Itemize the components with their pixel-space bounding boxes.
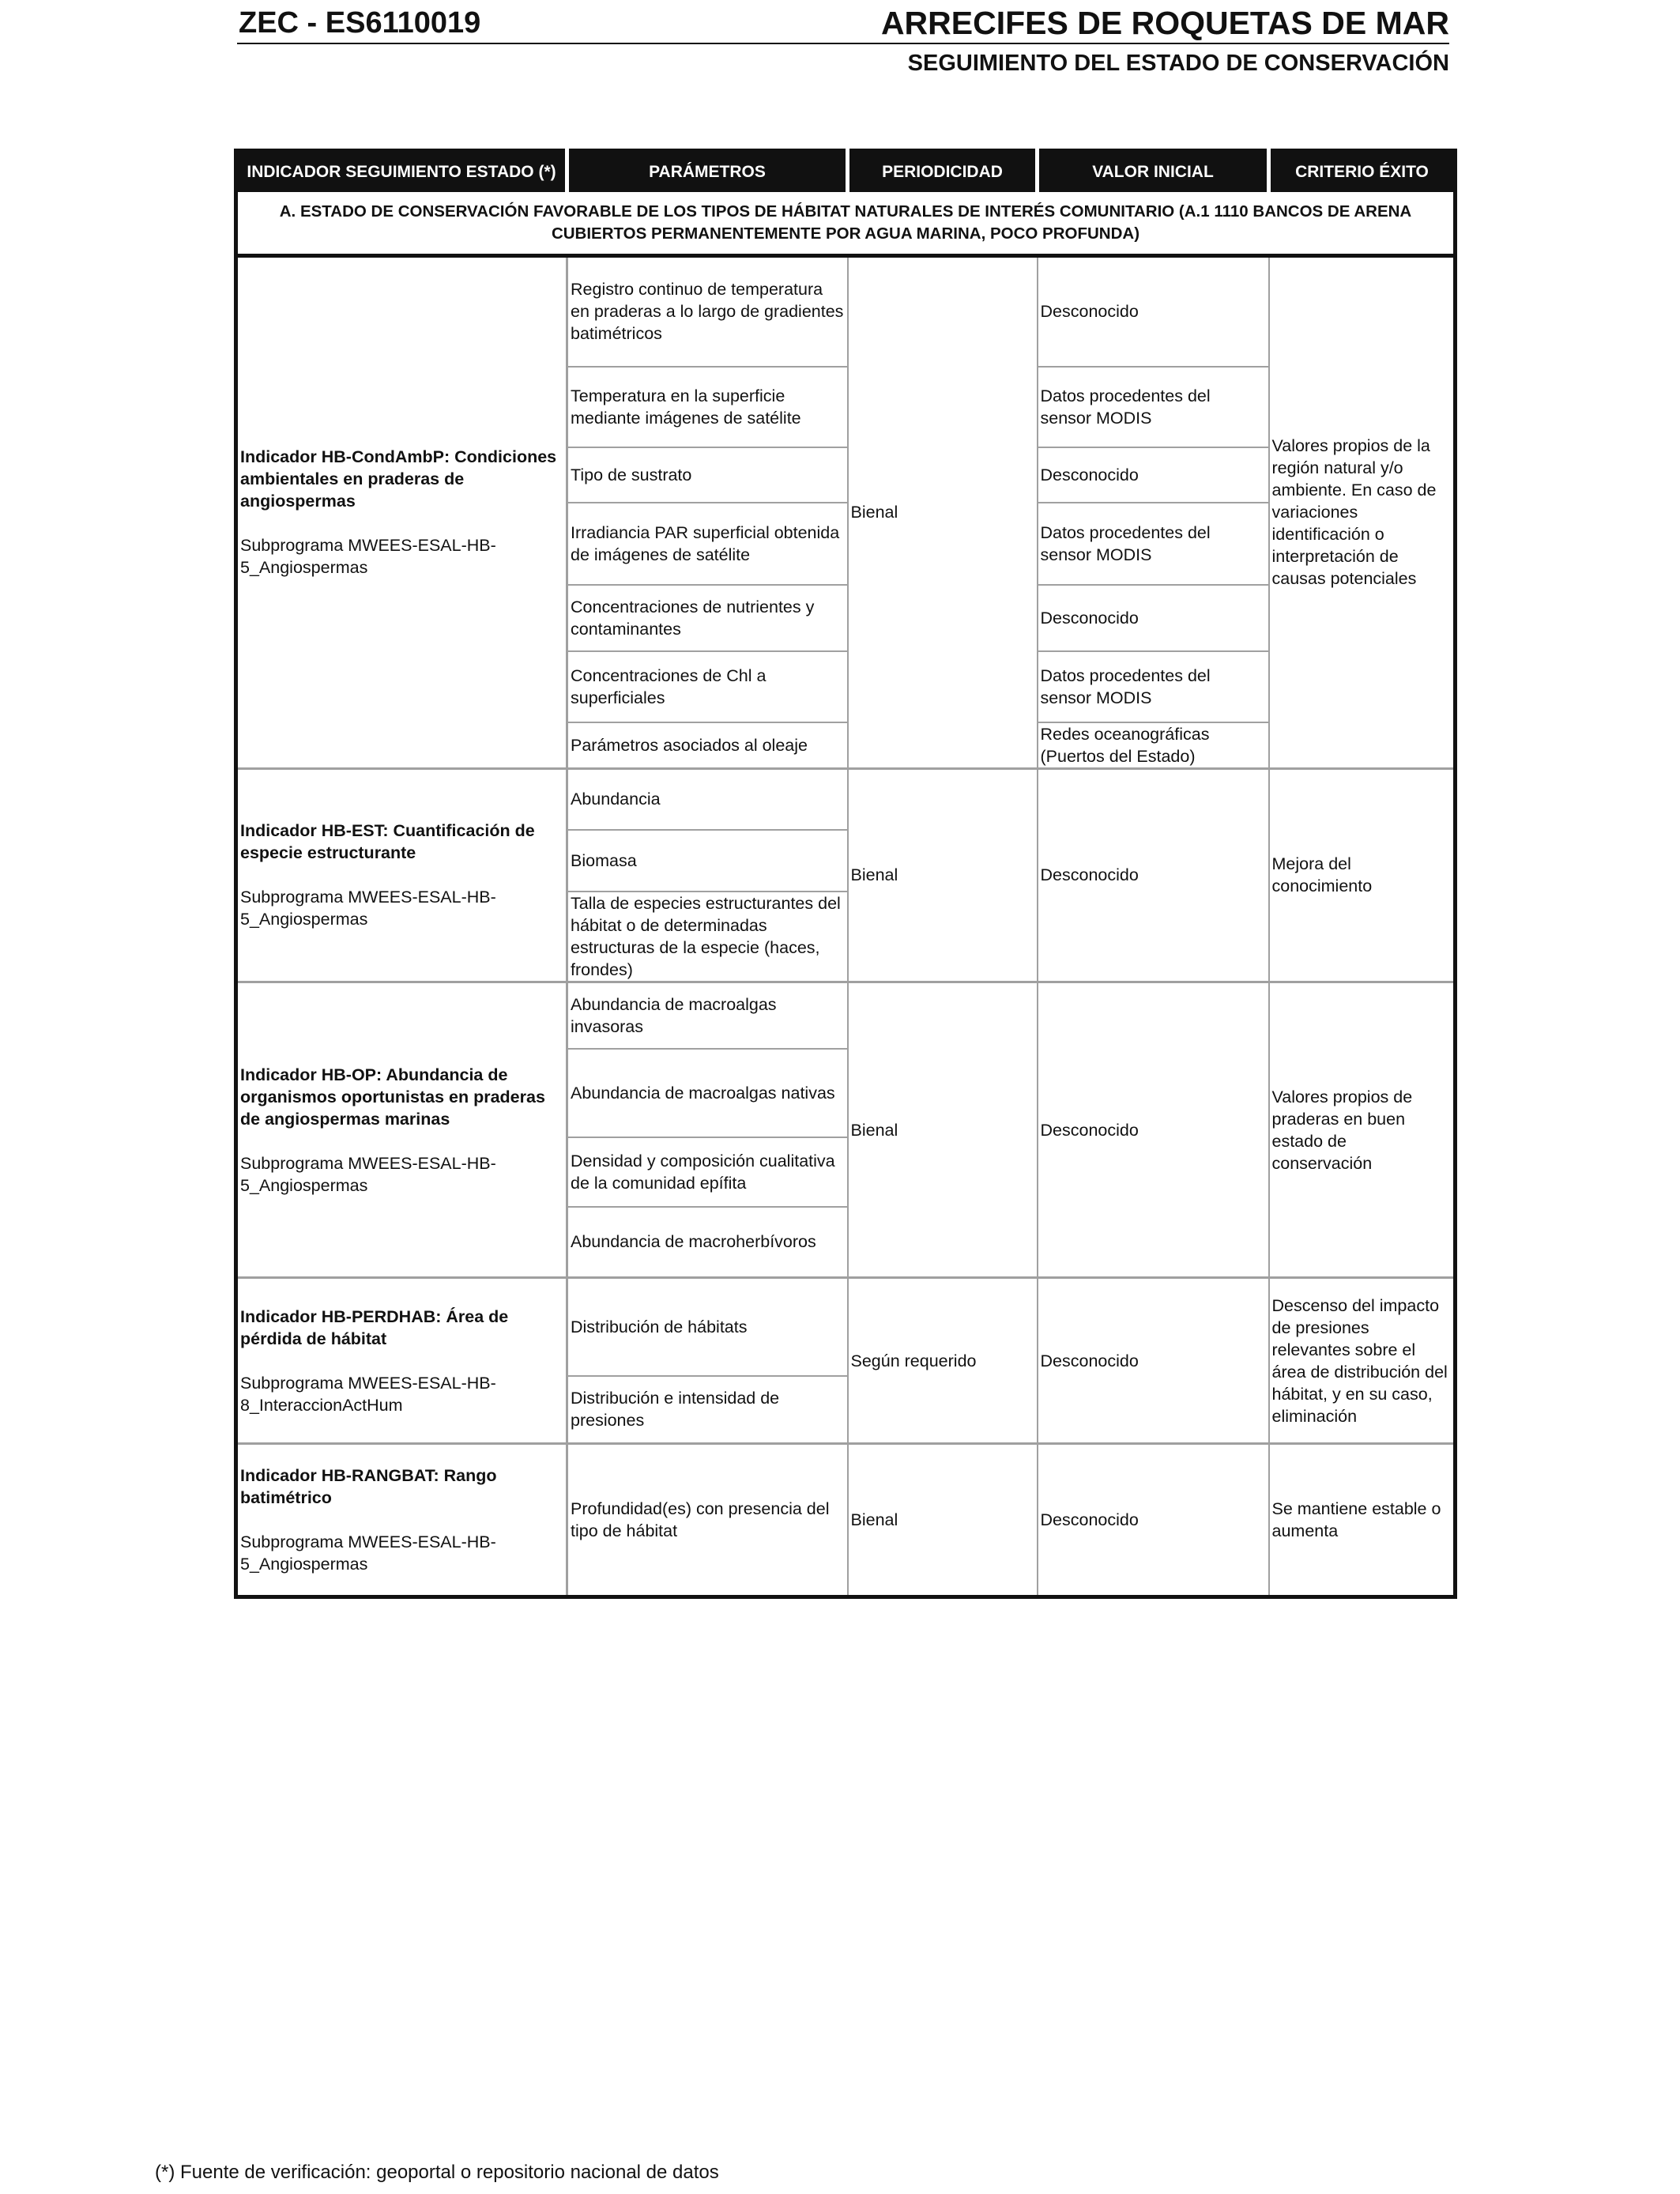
monitoring-table [234,149,1457,1599]
periodicity-cell: Bienal [848,1444,1038,1597]
initial-value-cell: Datos procedentes del sensor MODIS [1038,651,1269,722]
indicator-title: Indicador HB-CondAmbP: Condiciones ambientales en praderas de angiospermas [240,447,557,511]
indicator-cell [236,256,567,769]
table-header-row [236,151,1456,193]
initial-value-cell: Redes oceanográficas (Puertos del Estado) [1038,722,1269,769]
criterion-cell: Valores propios de la región natural y/o ambiente. En caso de variaciones identificación o interpretación de causas potenciales [1269,256,1456,769]
col-header-indicator: INDICADOR SEGUIMIENTO ESTADO (*) [236,151,567,193]
parameter-cell: Registro continuo de temperatura en praderas a lo largo de gradientes batimétricos [567,256,848,367]
periodicity-cell: Bienal [848,982,1038,1278]
periodicity-cell: Bienal [848,256,1038,769]
table-row [236,256,1456,367]
criterion-cell: Mejora del conocimiento [1269,768,1456,982]
parameter-cell: Concentraciones de Chl a superficiales [567,651,848,722]
parameter-cell: Biomasa [567,830,848,892]
parameter-cell: Densidad y composición cualitativa de la comunidad epífita [567,1137,848,1207]
initial-value-cell: Desconocido [1038,982,1269,1278]
parameter-cell: Abundancia [567,768,848,830]
parameter-cell: Temperatura en la superficie mediante imágenes de satélite [567,367,848,447]
page-subtitle: SEGUIMIENTO DEL ESTADO DE CONSERVACIÓN [907,51,1449,76]
parameter-cell: Profundidad(es) con presencia del tipo de hábitat [567,1444,848,1597]
initial-value-cell: Desconocido [1038,1444,1269,1597]
table-row [236,768,1456,830]
site-name: ARRECIFES DE ROQUETAS DE MAR [880,5,1449,41]
indicator-subprogram: Subprograma MWEES-ESAL-HB-5_Angiospermas [240,1153,496,1195]
col-header-parameters: PARÁMETROS [567,151,848,193]
initial-value-cell: Desconocido [1038,1278,1269,1444]
indicator-title: Indicador HB-OP: Abundancia de organismos oportunistas en praderas de angiospermas marinas [240,1065,545,1129]
indicator-title: Indicador HB-PERDHAB: Área de pérdida de hábitat [240,1306,509,1348]
initial-value-cell: Desconocido [1038,447,1269,503]
parameter-cell: Abundancia de macroalgas nativas [567,1049,848,1137]
parameter-cell: Irradiancia PAR superficial obtenida de imágenes de satélite [567,503,848,585]
col-header-initial-value: VALOR INICIAL [1038,151,1269,193]
section-row [236,192,1456,256]
parameter-cell: Abundancia de macroalgas invasoras [567,982,848,1049]
zec-code: ZEC - ES6110019 [239,6,481,40]
col-header-periodicity: PERIODICIDAD [848,151,1038,193]
parameter-cell: Tipo de sustrato [567,447,848,503]
table-row [236,1278,1456,1376]
initial-value-cell: Desconocido [1038,585,1269,651]
indicator-cell [236,982,567,1278]
criterion-cell: Descenso del impacto de presiones relevantes sobre el área de distribución del hábitat, y en su caso, eliminación [1269,1278,1456,1444]
indicator-cell [236,1278,567,1444]
indicator-cell [236,768,567,982]
indicator-title: Indicador HB-RANGBAT: Rango batimétrico [240,1466,497,1507]
table-row [236,982,1456,1049]
parameter-cell: Talla de especies estructurantes del hábitat o de determinadas estructuras de la especie (haces, frondes) [567,892,848,982]
initial-value-cell: Datos procedentes del sensor MODIS [1038,367,1269,447]
initial-value-cell: Datos procedentes del sensor MODIS [1038,503,1269,585]
header-rule [237,43,1449,44]
indicator-subprogram: Subprograma MWEES-ESAL-HB-5_Angiospermas [240,888,496,929]
indicator-title: Indicador HB-EST: Cuantificación de especie estructurante [240,821,535,863]
initial-value-cell: Desconocido [1038,256,1269,367]
indicator-cell [236,1444,567,1597]
indicator-subprogram: Subprograma MWEES-ESAL-HB-5_Angiospermas [240,1532,496,1574]
indicator-subprogram: Subprograma MWEES-ESAL-HB-8_InteraccionActHum [240,1373,496,1415]
indicator-subprogram: Subprograma MWEES-ESAL-HB-5_Angiospermas [240,536,496,578]
parameter-cell: Concentraciones de nutrientes y contaminantes [567,585,848,651]
periodicity-cell: Según requerido [848,1278,1038,1444]
criterion-cell: Se mantiene estable o aumenta [1269,1444,1456,1597]
parameter-cell: Abundancia de macroherbívoros [567,1207,848,1278]
parameter-cell: Distribución de hábitats [567,1278,848,1376]
footnote: (*) Fuente de verificación: geoportal o repositorio nacional de datos [155,2162,719,2183]
table-row [236,1444,1456,1597]
criterion-cell: Valores propios de praderas en buen estado de conservación [1269,982,1456,1278]
parameter-cell: Parámetros asociados al oleaje [567,722,848,769]
initial-value-cell: Desconocido [1038,768,1269,982]
col-header-success-criterion: CRITERIO ÉXITO [1269,151,1456,193]
section-title: A. ESTADO DE CONSERVACIÓN FAVORABLE DE LOS TIPOS DE HÁBITAT NATURALES DE INTERÉS COMUNITARIO (A.1 1110 BANCOS DE ARENA CUBIERTOS PERMANENTEMENTE POR AGUA MARINA, POCO PROFUNDA) [236,192,1456,256]
periodicity-cell: Bienal [848,768,1038,982]
parameter-cell: Distribución e intensidad de presiones [567,1376,848,1444]
